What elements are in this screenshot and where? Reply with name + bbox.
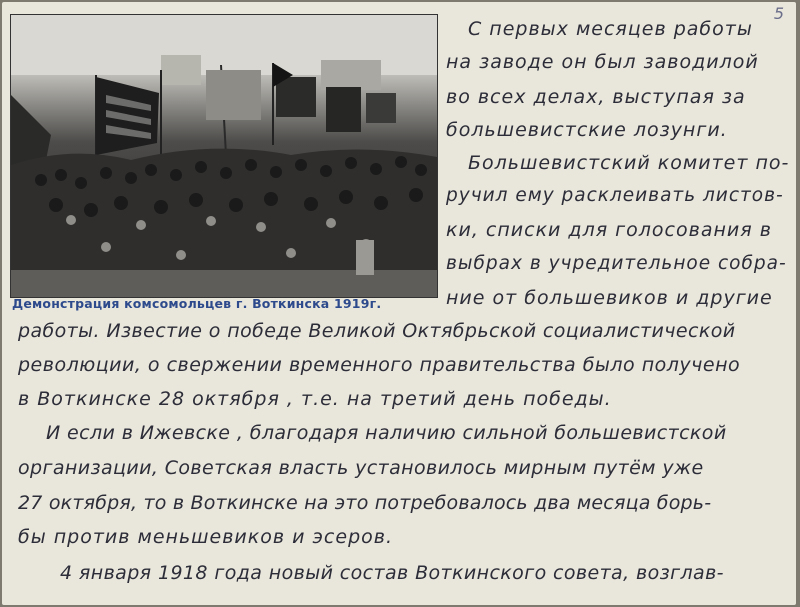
text-line-9: ние от большевиков и другие bbox=[446, 287, 773, 309]
text-line-7: ки, списки для голосования в bbox=[446, 219, 772, 241]
page-number: 5 bbox=[773, 4, 784, 23]
text-line-13: И если в Ижевске , благодаря наличию сильной большевистской bbox=[46, 422, 727, 444]
text-line-14: организации, Советская власть установилось мирным путём уже bbox=[18, 457, 704, 479]
text-line-5: Большевистский комитет по- bbox=[468, 152, 790, 174]
text-line-11: революции, о свержении временного правительства было получено bbox=[18, 354, 741, 376]
album-page bbox=[2, 2, 796, 605]
demonstration-photo bbox=[10, 14, 438, 298]
text-line-6: ручил ему расклеивать листов- bbox=[446, 185, 784, 206]
text-line-1: С первых месяцев работы bbox=[468, 18, 753, 40]
text-line-4: большевистские лозунги. bbox=[446, 119, 728, 141]
text-line-10: работы. Известие о победе Великой Октябрьской социалистической bbox=[18, 320, 736, 342]
photo-crowd-illustration bbox=[11, 15, 437, 297]
text-line-17: 4 января 1918 года новый состав Воткинского совета, возглав- bbox=[60, 562, 724, 584]
text-line-3: во всех делах, выступая за bbox=[446, 86, 746, 108]
photo-caption: Демонстрация комсомольцев г. Воткинска 1919г. bbox=[12, 296, 382, 311]
text-line-16: бы против меньшевиков и эсеров. bbox=[18, 526, 393, 548]
text-line-12: в Воткинске 28 октября , т.е. на третий день победы. bbox=[18, 388, 612, 410]
text-line-2: на заводе он был заводилой bbox=[446, 51, 759, 73]
text-line-8: выбрах в учредительное собра- bbox=[446, 253, 787, 274]
text-line-15: 27 октября, то в Воткинске на это потребовалось два месяца борь- bbox=[18, 492, 712, 514]
